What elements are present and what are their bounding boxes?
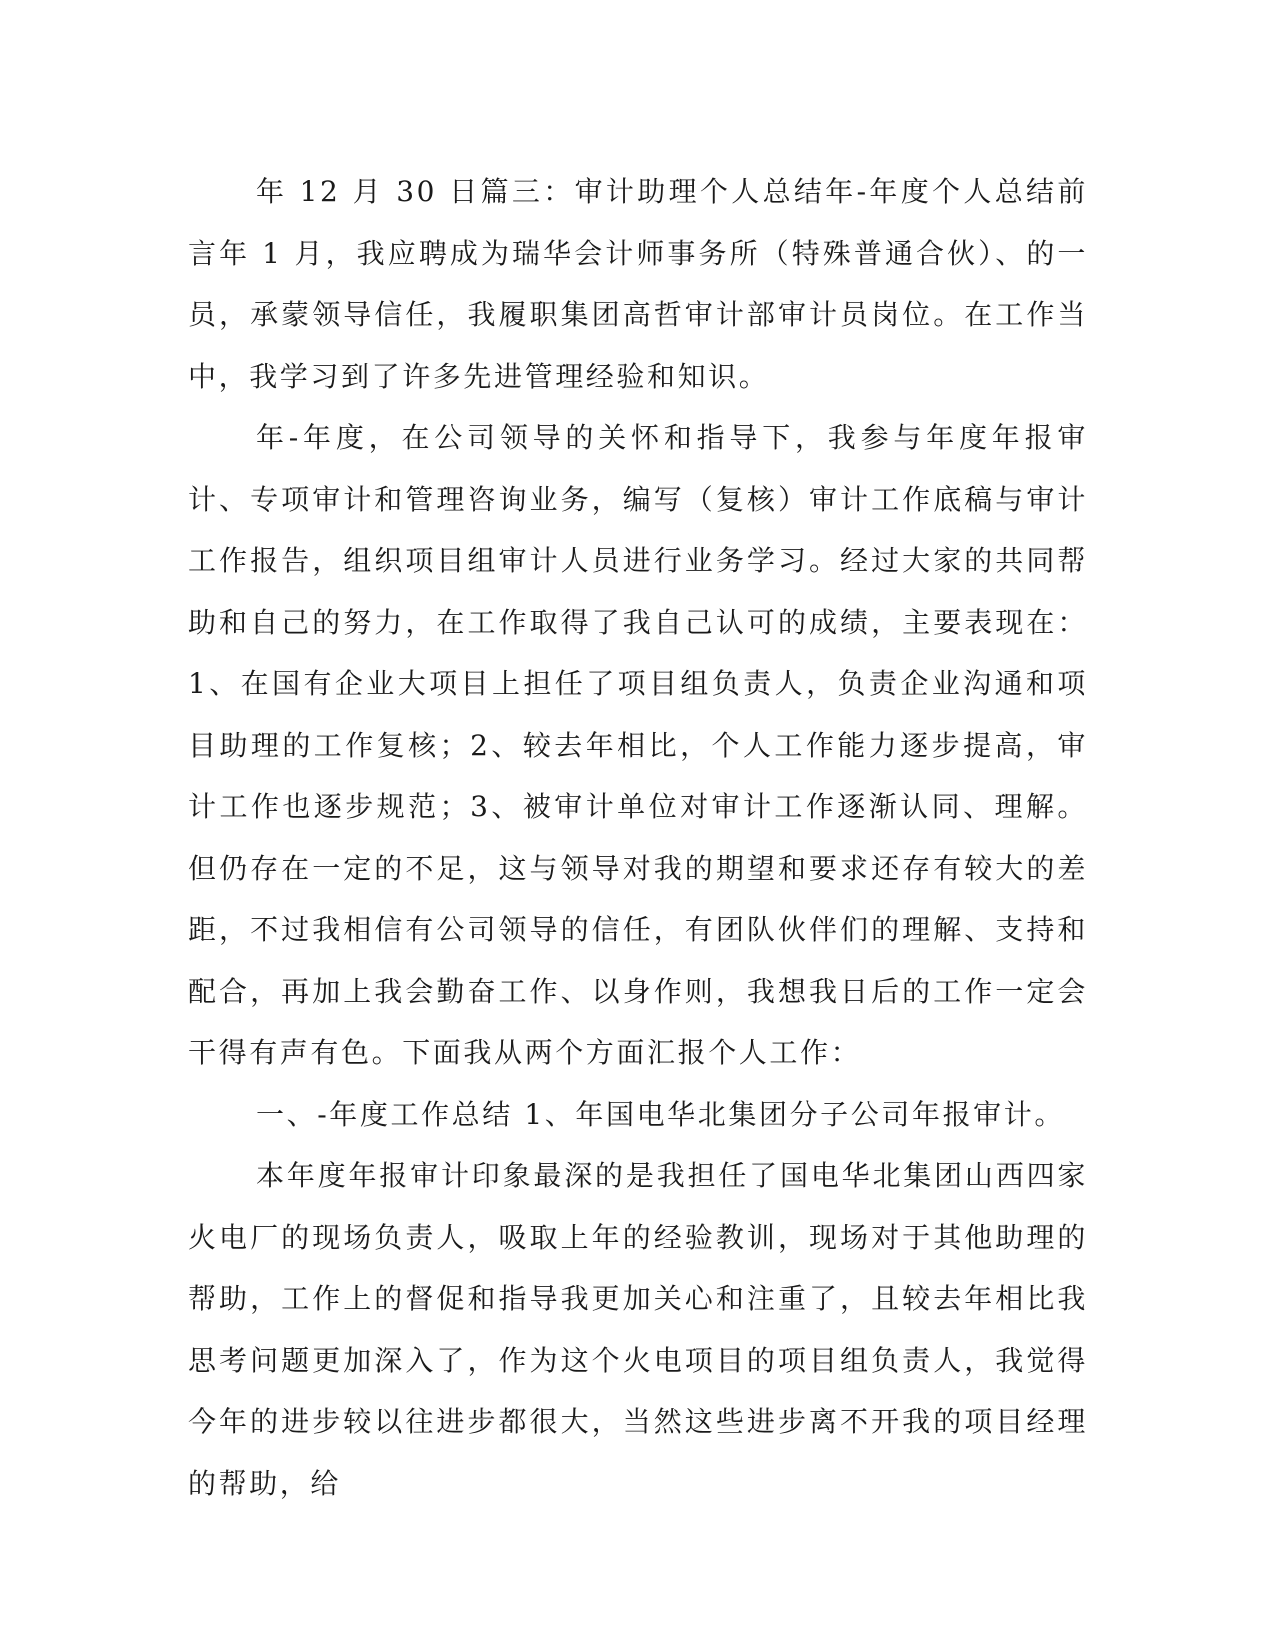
- paragraph-section-heading: 一、-年度工作总结 1、年国电华北集团分子公司年报审计。: [256, 1097, 1065, 1131]
- paragraph-audit-impression: 本年度年报审计印象最深的是我担任了国电华北集团山西四家火电厂的现场负责人，吸取上年的经验教训，现场对于其他助理的帮助，工作上的督促和指导我更加关心和注重了，且较去年相比我思考问题更加深入了，作为这个火电项目的项目组负责人，我觉得今年的进步较以往进步都很大，当然这些进步离不开我的项目经理的帮助，给: [188, 1159, 1088, 1500]
- paragraph-annual-work: 年-年度，在公司领导的关怀和指导下，我参与年度年报审计、专项审计和管理咨询业务，编写（复核）审计工作底稿与审计工作报告，组织项目组审计人员进行业务学习。经过大家的共同帮助和自己的努力，在工作取得了我自己认可的成绩，主要表现在：1、在国有企业大项目上担任了项目组负责人，负责企业沟通和项目助理的工作复核；2、较去年相比，个人工作能力逐步提高，审计工作也逐步规范；3、被审计单位对审计工作逐渐认同、理解。但仍存在一定的不足，这与领导对我的期望和要求还存有较大的差距，不过我相信有公司领导的信任，有团队伙伴们的理解、支持和配合，再加上我会勤奋工作、以身作则，我想我日后的工作一定会干得有声有色。下面我从两个方面汇报个人工作：: [188, 421, 1088, 1069]
- document-body: [188, 161, 1088, 1514]
- paragraph-intro: 年 12 月 30 日篇三：审计助理个人总结年-年度个人总结前言年 1 月，我应聘成为瑞华会计师事务所（特殊普通合伙）、的一员，承蒙领导信任，我履职集团高哲审计部审计员岗位。在工作当中，我学习到了许多先进管理经验和知识。: [188, 175, 1088, 393]
